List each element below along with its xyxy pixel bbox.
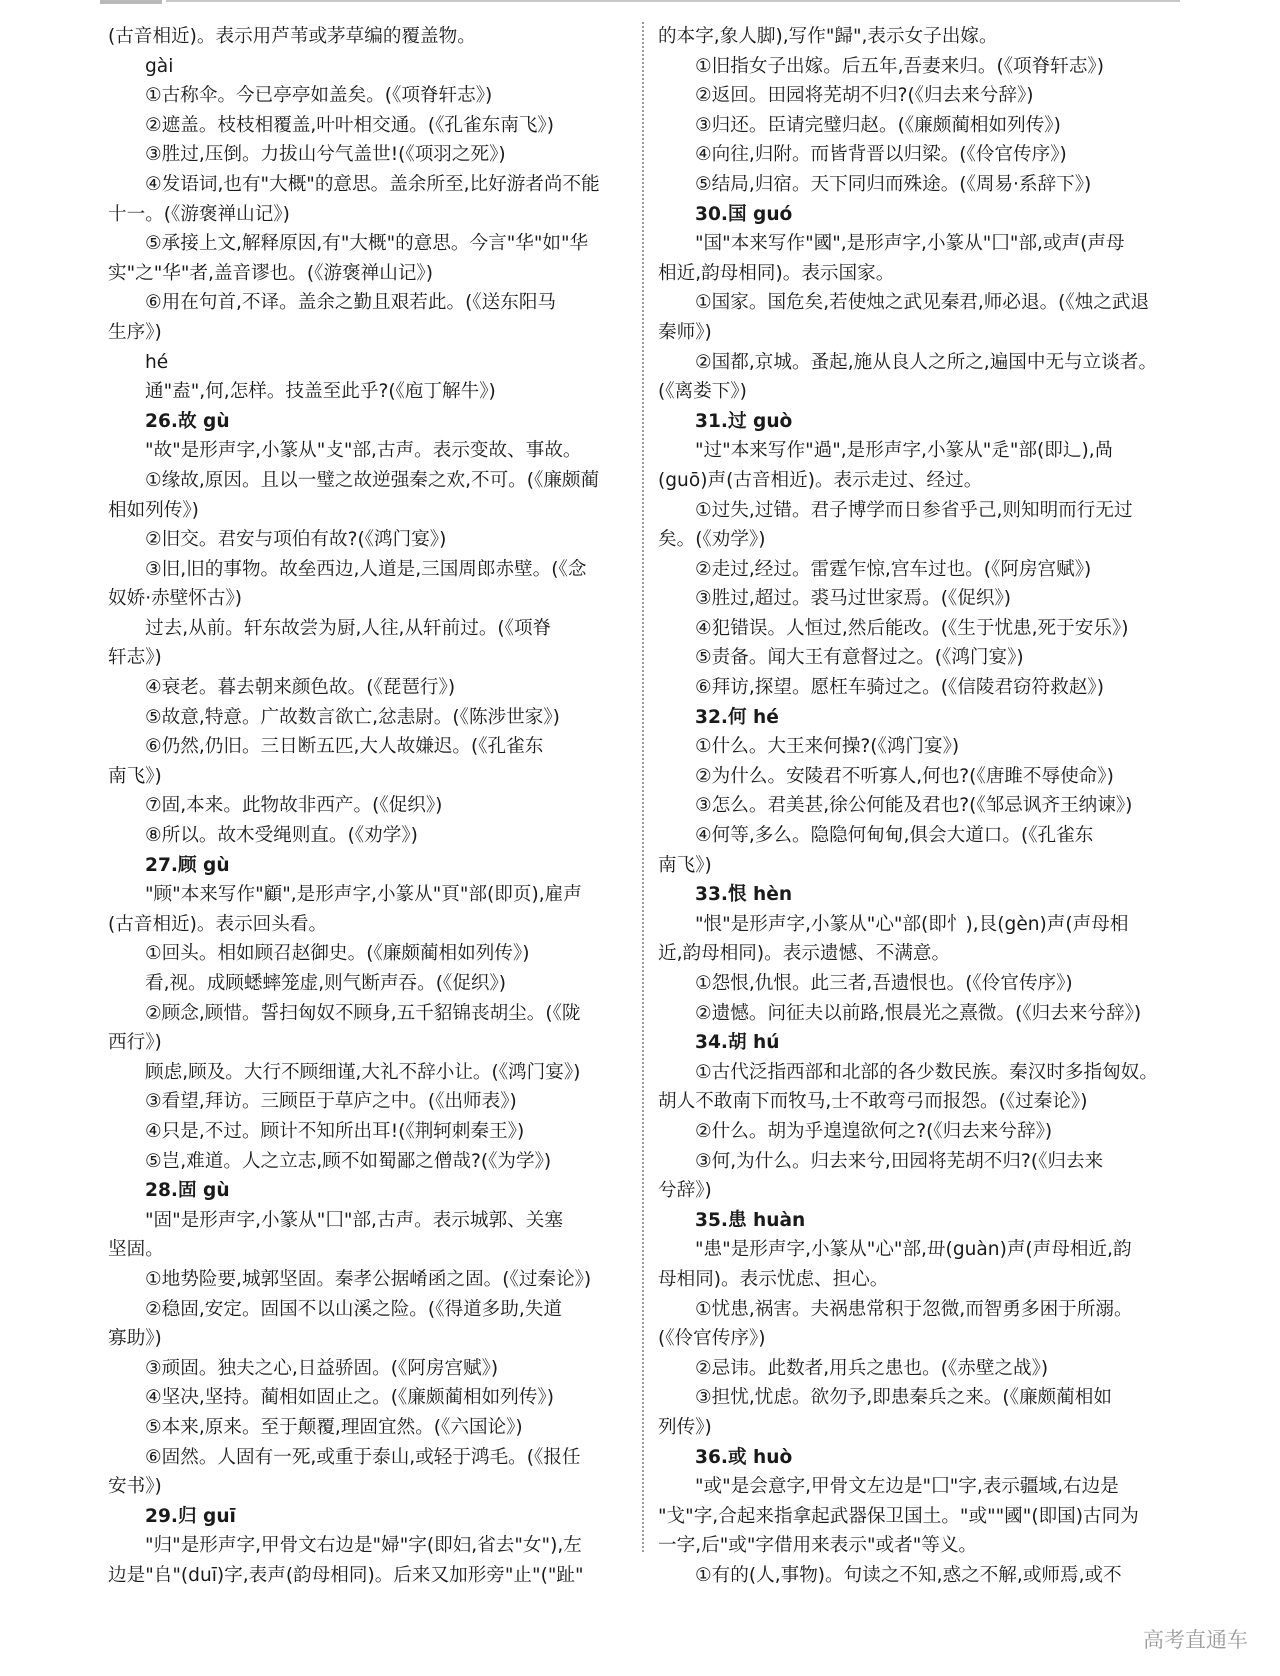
text-line: 顾虑,顾及。大行不顾细谨,大礼不辞小让。(《鸿门宴》) (145, 1061, 581, 1083)
entry-heading: 34.胡 hú (695, 1032, 780, 1054)
text-line: ⑥拜访,探望。愿枉车骑过之。(《信陵君窃符救赵》) (695, 677, 1104, 699)
text-line: ③归还。臣请完璧归赵。(《廉颇蔺相如列传》) (695, 114, 1061, 136)
text-line: 南飞》) (108, 765, 162, 787)
text-line: 的本字,象人脚),写作"歸",表示女子出嫁。 (658, 26, 998, 47)
text-line: 实"之"华"者,盖音谬也。(《游褒禅山记》) (108, 262, 433, 284)
text-line: 胡人不敢南下而牧马,士不敢弯弓而报怨。(《过秦论》) (658, 1091, 1088, 1113)
text-line: 安书》) (108, 1476, 162, 1498)
text-line: ②国都,京城。蚤起,施从良人之所之,遍国中无与立谈者。 (695, 351, 1158, 373)
text-line: 秦师》) (658, 321, 712, 343)
text-line: ③怎么。君美甚,徐公何能及君也?(《邹忌讽齐王纳谏》) (695, 795, 1133, 817)
text-line: (guō)声(古音相近)。表示走过、经过。 (658, 469, 983, 491)
text-line: 坚固。 (108, 1239, 164, 1261)
text-line: (《伶官传序》) (658, 1328, 766, 1350)
text-line: ⑤承接上文,解释原因,有"大概"的意思。今言"华"如"华 (145, 233, 589, 255)
text-line: ①回头。相如顾召赵御史。(《廉颇蔺相如列传》) (145, 943, 530, 965)
watermark: 高考直通车 (1143, 1628, 1248, 1652)
text-line: gài (145, 55, 174, 77)
text-line: 近,韵母相同)。表示遗憾、不满意。 (658, 943, 951, 965)
left-column (108, 22, 626, 1586)
text-line: ②为什么。安陵君不听寡人,何也?(《唐雎不辱使命》) (695, 765, 1114, 787)
text-line: 奴娇·赤壁怀古》) (108, 588, 243, 610)
text-line: ⑤岂,难道。人之立志,顾不如蜀鄙之僧哉?(《为学》) (145, 1150, 552, 1172)
text-line: ②返回。田园将芜胡不归?(《归去来兮辞》) (695, 85, 1034, 107)
text-line: ③何,为什么。归去来兮,田园将芜胡不归?(《归去来 (695, 1150, 1104, 1172)
entry-heading: 36.或 huò (695, 1446, 793, 1468)
text-line: "过"本来写作"過",是形声字,小篆从"辵"部(即辶),咼 (695, 440, 1114, 462)
text-line: ⑤责备。闻大王有意督过之。(《鸿门宴》) (695, 647, 1024, 669)
text-line: ③胜过,超过。裘马过世家焉。(《促织》) (695, 588, 1011, 610)
text-line: ⑤结局,归宿。天下同归而殊途。(《周易·系辞下》) (695, 173, 1092, 195)
entry-heading: 30.国 guó (695, 203, 793, 225)
text-line: ①过失,过错。君子博学而日参省乎己,则知明而行无过 (695, 499, 1133, 521)
text-line: 南飞》) (658, 854, 712, 876)
text-line: "固"是形声字,小篆从"囗"部,古声。表示城郭、关塞 (145, 1209, 563, 1231)
text-line: 轩志》) (108, 647, 162, 669)
text-line: ②稳固,安定。固国不以山溪之险。(《得道多助,失道 (145, 1298, 562, 1320)
entry-heading: 28.固 gù (145, 1180, 230, 1202)
text-line: 一字,后"或"字借用来表示"或者"等义。 (658, 1535, 978, 1557)
text-line: "国"本来写作"國",是形声字,小篆从"囗"部,或声(声母 (695, 233, 1125, 255)
text-line: ③胜过,压倒。力拔山兮气盖世!(《项羽之死》) (145, 144, 506, 166)
entry-heading: 32.何 hé (695, 706, 779, 728)
text-line: ①缘故,原因。且以一璧之故逆强秦之欢,不可。(《廉颇蔺 (145, 469, 600, 491)
text-line: 兮辞》) (658, 1180, 712, 1202)
text-line: ③旧,旧的事物。故垒西边,人道是,三国周郎赤壁。(《念 (145, 558, 587, 580)
text-line: (古音相近)。表示回头看。 (108, 913, 328, 935)
text-line: 相近,韵母相同)。表示国家。 (658, 262, 895, 284)
text-line: 相如列传》) (108, 499, 199, 521)
text-line: (古音相近)。表示用芦苇或茅草编的覆盖物。 (108, 26, 476, 47)
text-line: 通"盍",何,怎样。技盖至此乎?(《庖丁解牛》) (145, 381, 496, 403)
text-line: "戈"字,合起来指拿起武器保卫国土。"或""國"(即国)古同为 (658, 1505, 1139, 1527)
text-line: "故"是形声字,小篆从"攴"部,古声。表示变故、事故。 (145, 440, 582, 462)
text-line: "恨"是形声字,小篆从"心"部(即忄),艮(gèn)声(声母相 (695, 913, 1129, 935)
text-line: ⑦固,本来。此物故非西产。(《促织》) (145, 795, 443, 817)
entry-heading: 33.恨 hèn (695, 884, 793, 906)
text-line: ②忌讳。此数者,用兵之患也。(《赤壁之战》) (695, 1357, 1049, 1379)
text-line: ⑤本来,原来。至于颠覆,理固宜然。(《六国论》) (145, 1416, 523, 1438)
text-line: ①忧患,祸害。夫祸患常积于忽微,而智勇多困于所溺。 (695, 1298, 1133, 1320)
text-line: ①古代泛指西部和北部的各少数民族。秦汉时多指匈奴。 (695, 1061, 1158, 1083)
entry-heading: 35.患 huàn (695, 1209, 806, 1231)
text-line: 矣。(《劝学》) (658, 529, 766, 551)
text-line: ③看望,拜访。三顾臣于草庐之中。(《出师表》) (145, 1091, 517, 1113)
text-line: ①有的(人,事物)。句读之不知,惑之不解,或师焉,或不 (695, 1564, 1122, 1586)
text-line: ②遗憾。问征夫以前路,恨晨光之熹微。(《归去来兮辞》) (695, 1002, 1142, 1024)
text-line: ③担忧,忧虑。欲勿予,即患秦兵之来。(《廉颇蔺相如 (695, 1387, 1112, 1409)
text-line: ①旧指女子出嫁。后五年,吾妻来归。(《项脊轩志》) (695, 55, 1104, 77)
text-line: 生序》) (108, 321, 162, 343)
text-line: 列传》) (658, 1416, 712, 1438)
entry-heading: 27.顾 gù (145, 854, 230, 876)
text-line: 过去,从前。轩东故尝为厨,人往,从轩前过。(《项脊 (145, 617, 552, 639)
text-line: hé (145, 351, 169, 373)
text-line: "归"是形声字,甲骨文右边是"婦"字(即妇,省去"女"),左 (145, 1535, 582, 1557)
text-line: ⑤故意,特意。广故数言欲亡,忿恚尉。(《陈涉世家》) (145, 706, 560, 728)
text-line: ①国家。国危矣,若使烛之武见秦君,师必退。(《烛之武退 (695, 292, 1150, 314)
text-line: ①什么。大王来何操?(《鸿门宴》) (695, 736, 960, 758)
text-line: ①怨恨,仇恨。此三者,吾遗恨也。(《伶官传序》) (695, 973, 1073, 994)
text-line: ②遮盖。枝枝相覆盖,叶叶相交通。(《孔雀东南飞》) (145, 114, 554, 136)
text-line: "或"是会意字,甲骨文左边是"囗"字,表示疆域,右边是 (695, 1476, 1119, 1498)
text-line: 母相同)。表示忧虑、担心。 (658, 1268, 889, 1290)
text-line: (《离娄下》) (658, 381, 747, 403)
text-line: ⑥固然。人固有一死,或重于泰山,或轻于鸿毛。(《报任 (145, 1446, 581, 1468)
header-rule (166, 0, 1180, 2)
text-line: ④犯错误。人恒过,然后能改。(《生于忧患,死于安乐》) (695, 617, 1129, 639)
text-line: ④发语词,也有"大概"的意思。盖余所至,比好游者尚不能 (145, 173, 600, 195)
text-line: ③顽固。独夫之心,日益骄固。(《阿房宫赋》) (145, 1357, 499, 1379)
text-line: ①古称伞。今已亭亭如盖矣。(《项脊轩志》) (145, 85, 493, 107)
text-line: ②走过,经过。雷霆乍惊,宫车过也。(《阿房宫赋》) (695, 558, 1092, 580)
text-line: 西行》) (108, 1032, 162, 1054)
entry-heading: 26.故 gù (145, 410, 230, 432)
text-line: 十一。(《游褒禅山记》) (108, 203, 290, 225)
text-line: ④向往,归附。而皆背晋以归梁。(《伶官传序》) (695, 144, 1067, 166)
text-line: ④只是,不过。顾计不知所出耳!(《荆轲刺秦王》) (145, 1120, 525, 1142)
entry-heading: 29.归 guī (145, 1505, 236, 1527)
text-line: 边是"𠂤"(duī)字,表声(韵母相同)。后来又加形旁"止"("趾" (108, 1564, 584, 1586)
text-line: ⑥仍然,仍旧。三日断五匹,大人故嫌迟。(《孔雀东 (145, 736, 544, 758)
text-line: ④衰老。暮去朝来颜色故。(《琵琶行》) (145, 677, 456, 699)
text-line: 寡助》) (108, 1328, 162, 1350)
text-line: ④坚决,坚持。蔺相如固止之。(《廉颇蔺相如列传》) (145, 1387, 554, 1409)
text-line: 看,视。成顾蟋蟀笼虚,则气断声吞。(《促织》) (145, 973, 507, 994)
text-line: ⑥用在句首,不译。盖余之勤且艰若此。(《送东阳马 (145, 292, 557, 314)
column-divider (642, 22, 644, 1552)
text-line: ②旧交。君安与项伯有故?(《鸿门宴》) (145, 529, 447, 551)
text-line: ②顾念,顾惜。誓扫匈奴不顾身,五千貂锦丧胡尘。(《陇 (145, 1002, 581, 1024)
text-line: ②什么。胡为乎遑遑欲何之?(《归去来兮辞》) (695, 1120, 1053, 1142)
text-line: ⑧所以。故木受绳则直。(《劝学》) (145, 825, 418, 847)
text-line: "顾"本来写作"顧",是形声字,小篆从"頁"部(即页),雇声 (145, 884, 582, 906)
header-tab (100, 0, 162, 4)
right-column (658, 22, 1176, 1586)
text-line: ①地势险要,城郭坚固。秦孝公据崤函之固。(《过秦论》) (145, 1268, 592, 1290)
text-line: ④何等,多么。隐隐何甸甸,俱会大道口。(《孔雀东 (695, 825, 1094, 847)
entry-heading: 31.过 guò (695, 410, 793, 432)
text-line: "患"是形声字,小篆从"心"部,毌(guàn)声(声母相近,韵 (695, 1239, 1132, 1261)
